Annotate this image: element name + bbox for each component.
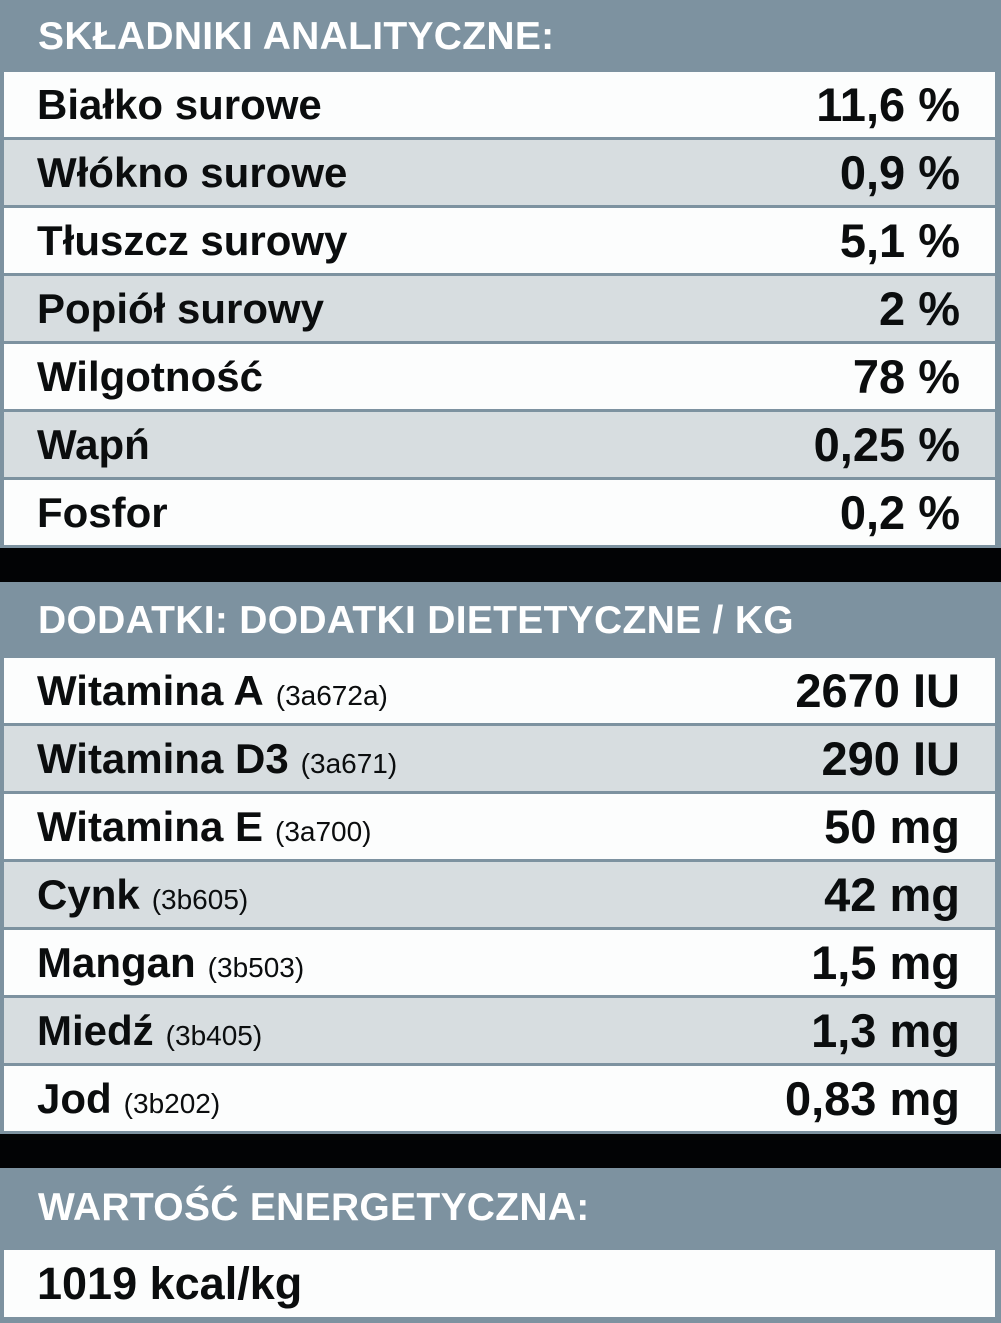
table-row <box>4 140 995 205</box>
additive-name: Mangan <box>37 938 196 986</box>
additive-code: (3b605) <box>151 883 249 915</box>
table-row <box>4 412 995 477</box>
table-row <box>4 998 995 1063</box>
section-additives <box>0 582 1001 1131</box>
row-value: 0,2 % <box>839 486 960 539</box>
row-value: 1,3 mg <box>811 1004 960 1057</box>
row-label <box>37 870 249 918</box>
row-label <box>37 802 372 850</box>
row-label: Fosfor <box>37 488 168 536</box>
section-energy <box>0 1168 1001 1317</box>
additive-name: Cynk <box>37 870 140 918</box>
table-row <box>4 208 995 273</box>
row-label: Tłuszcz surowy <box>37 216 348 264</box>
section-divider <box>0 548 1001 582</box>
row-label: Wapń <box>37 420 150 468</box>
row-value: 50 mg <box>824 800 960 853</box>
additive-code: (3a700) <box>275 815 372 847</box>
additive-code: (3a671) <box>300 747 398 779</box>
table-row <box>4 344 995 409</box>
row-label: Popiół surowy <box>37 284 325 332</box>
section-analytical-title: SKŁADNIKI ANALITYCZNE: <box>38 14 555 58</box>
additive-name: Witamina D3 <box>37 734 289 782</box>
row-label <box>37 1006 263 1054</box>
row-value: 0,83 mg <box>784 1072 960 1125</box>
additive-name: Witamina A <box>37 666 264 714</box>
section-energy-title: WARTOŚĆ ENERGETYCZNA: <box>38 1185 590 1229</box>
row-label: Białko surowe <box>37 80 322 128</box>
row-label: Włókno surowe <box>37 148 348 196</box>
row-value: 290 IU <box>821 732 960 785</box>
row-label <box>37 1074 221 1122</box>
row-value: 42 mg <box>824 868 960 921</box>
row-value: 5,1 % <box>839 214 960 267</box>
section-analytical <box>0 0 1001 545</box>
row-value: 78 % <box>852 350 960 403</box>
row-label <box>37 734 398 782</box>
table-row <box>4 480 995 545</box>
table-row <box>4 862 995 927</box>
table-row <box>4 276 995 341</box>
additive-name: Witamina E <box>37 802 263 850</box>
additive-code: (3b202) <box>123 1087 221 1119</box>
row-value: 1,5 mg <box>811 936 960 989</box>
table-row <box>4 1066 995 1131</box>
section-divider <box>0 1134 1001 1168</box>
additive-name: Jod <box>37 1074 112 1122</box>
table-row <box>4 1250 995 1317</box>
section-additives-title: DODATKI: DODATKI DIETETYCZNE / KG <box>38 598 794 642</box>
additive-code: (3b405) <box>165 1019 263 1051</box>
row-label <box>37 938 305 986</box>
table-row <box>4 726 995 791</box>
table-row <box>4 794 995 859</box>
row-value: 2670 IU <box>795 664 960 717</box>
row-value: 0,9 % <box>839 146 960 199</box>
additive-name: Miedź <box>37 1006 154 1054</box>
row-value: 11,6 % <box>816 78 960 131</box>
additive-code: (3a672a) <box>275 679 388 711</box>
row-label: Wilgotność <box>37 352 263 400</box>
table-row <box>4 72 995 137</box>
row-value: 2 % <box>879 282 960 335</box>
additive-code: (3b503) <box>207 951 305 983</box>
table-row <box>4 930 995 995</box>
energy-value: 1019 kcal/kg <box>37 1258 303 1309</box>
row-value: 0,25 % <box>813 418 960 471</box>
table-row <box>4 658 995 723</box>
row-label <box>37 666 388 714</box>
